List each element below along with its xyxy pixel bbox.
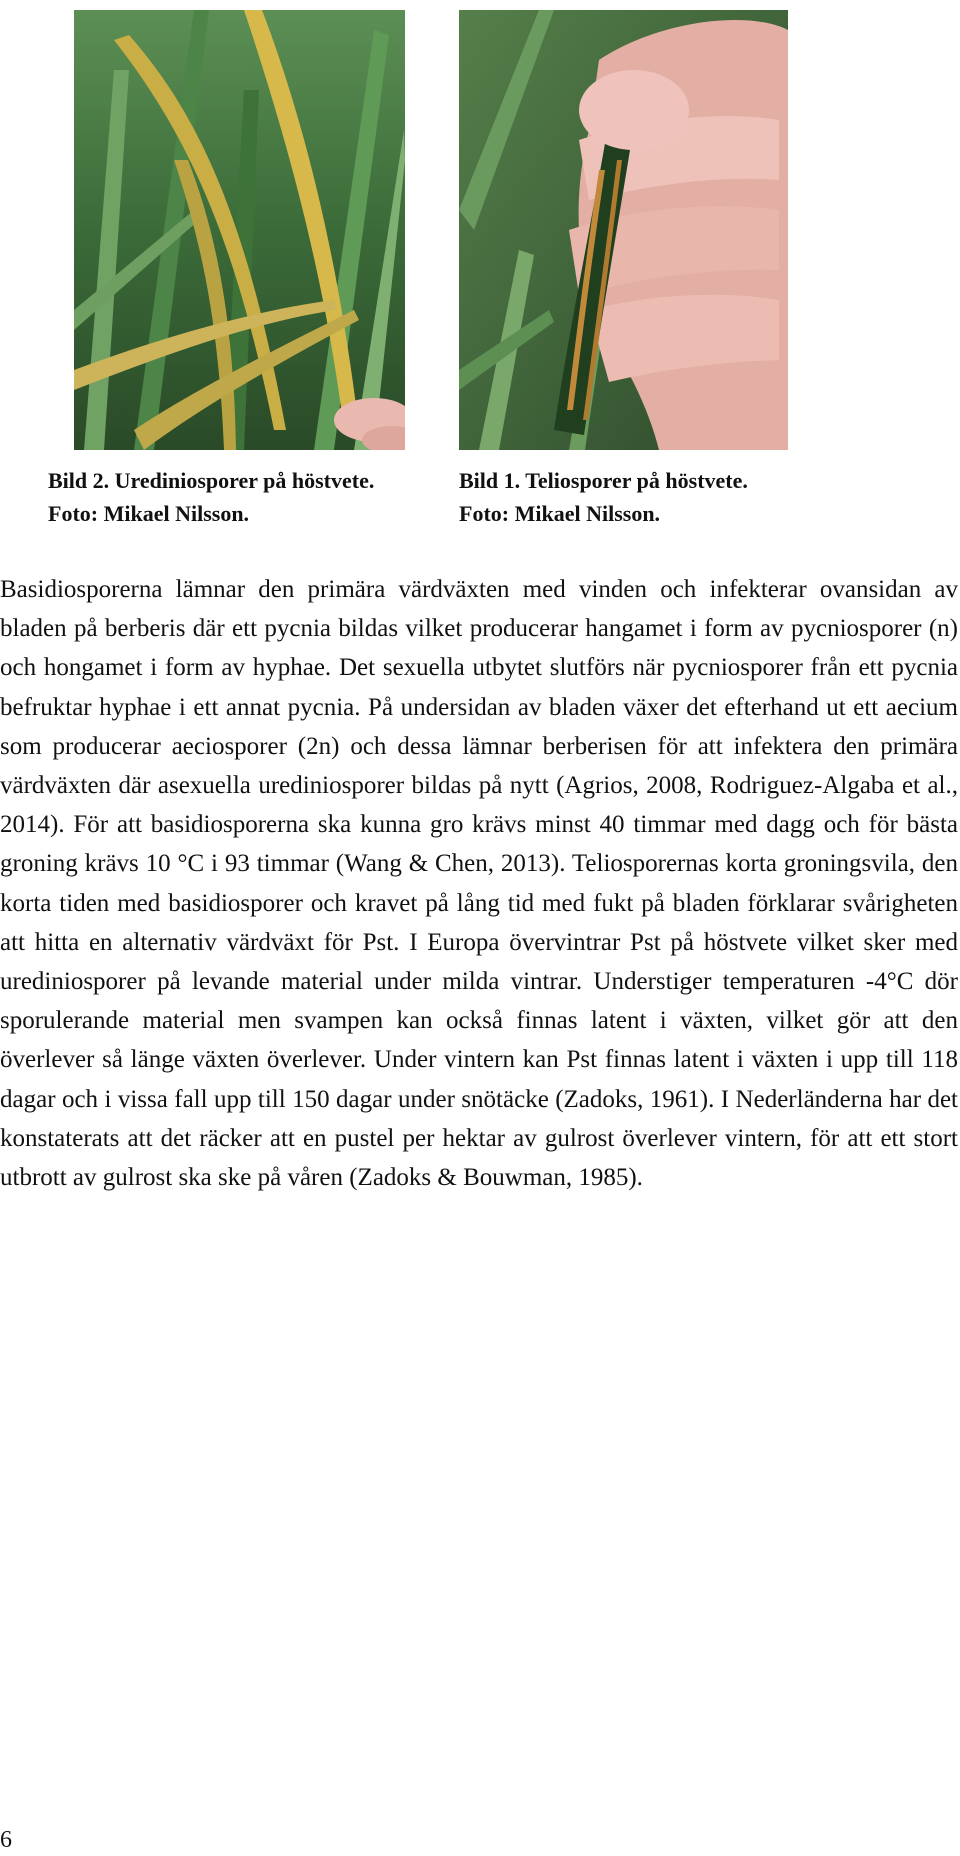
wheat-leaves-yellow-rust-image — [74, 10, 405, 450]
caption-title: Bild 2. Urediniosporer på höstvete. — [48, 468, 375, 493]
caption-credit: Foto: Mikael Nilsson. — [48, 501, 250, 526]
body-paragraph: Basidiosporerna lämnar den primära värdväxten med vinden och infekterar ovansidan av bladen på berberis där ett pycnia bildas vilket producerar hangamet i form av pycniosporer (n) och hongamet i form av hyphae. Det sexuella utbytet slutförs när pycniosporer från ett pycnia befruktar hyphae i ett annat pycnia. På undersidan av bladen växer det efterhand ut ett aecium som producerar aeciosporer (2n) och dessa lämnar berberisen för att infektera den primära värdväxten där asexuella urediniosporer bildas på nytt (Agrios, 2008, Rodriguez-Algaba et al., 2014). För att basidiosporerna ska kunna gro krävs minst 40 timmar med dagg och för bästa groning krävs 10 °C i 93 timmar (Wang & Chen, 2013). Teliosporernas korta groningsvila, den korta tiden med basidiosporer och kravet på lång tid med fukt på bladen förklarar svårigheten att hitta en alternativ värdväxt för Pst. I Europa övervintrar Pst på höstvete vilket sker med urediniosporer på levande material under milda vintrar. Understiger temperaturen -4°C dör sporulerande material men svampen kan också finnas latent i växten, vilket gör att den överlever så länge växten överlever. Under vintern kan Pst finnas latent i växten i upp till 118 dagar och i vissa fall upp till 150 dagar under snötäcke (Zadoks, 1961). I Nederländerna har det konstaterats att det räcker att en pustel per hektar av gulrost överlever vintern, för att ett stort utbrott av gulrost ska ske på våren (Zadoks & Bouwman, 1985). — [0, 576, 958, 1192]
photo-teliospores — [459, 10, 788, 450]
caption-title: Bild 1. Teliosporer på höstvete. — [459, 468, 748, 493]
page-number: 6 — [0, 1827, 12, 1853]
photo-urediniospores — [74, 10, 405, 450]
figure-caption-left — [48, 464, 374, 530]
wheat-leaf-teliospores-image — [459, 10, 788, 450]
caption-credit: Foto: Mikael Nilsson. — [459, 501, 661, 526]
figure-caption-right — [459, 464, 748, 530]
